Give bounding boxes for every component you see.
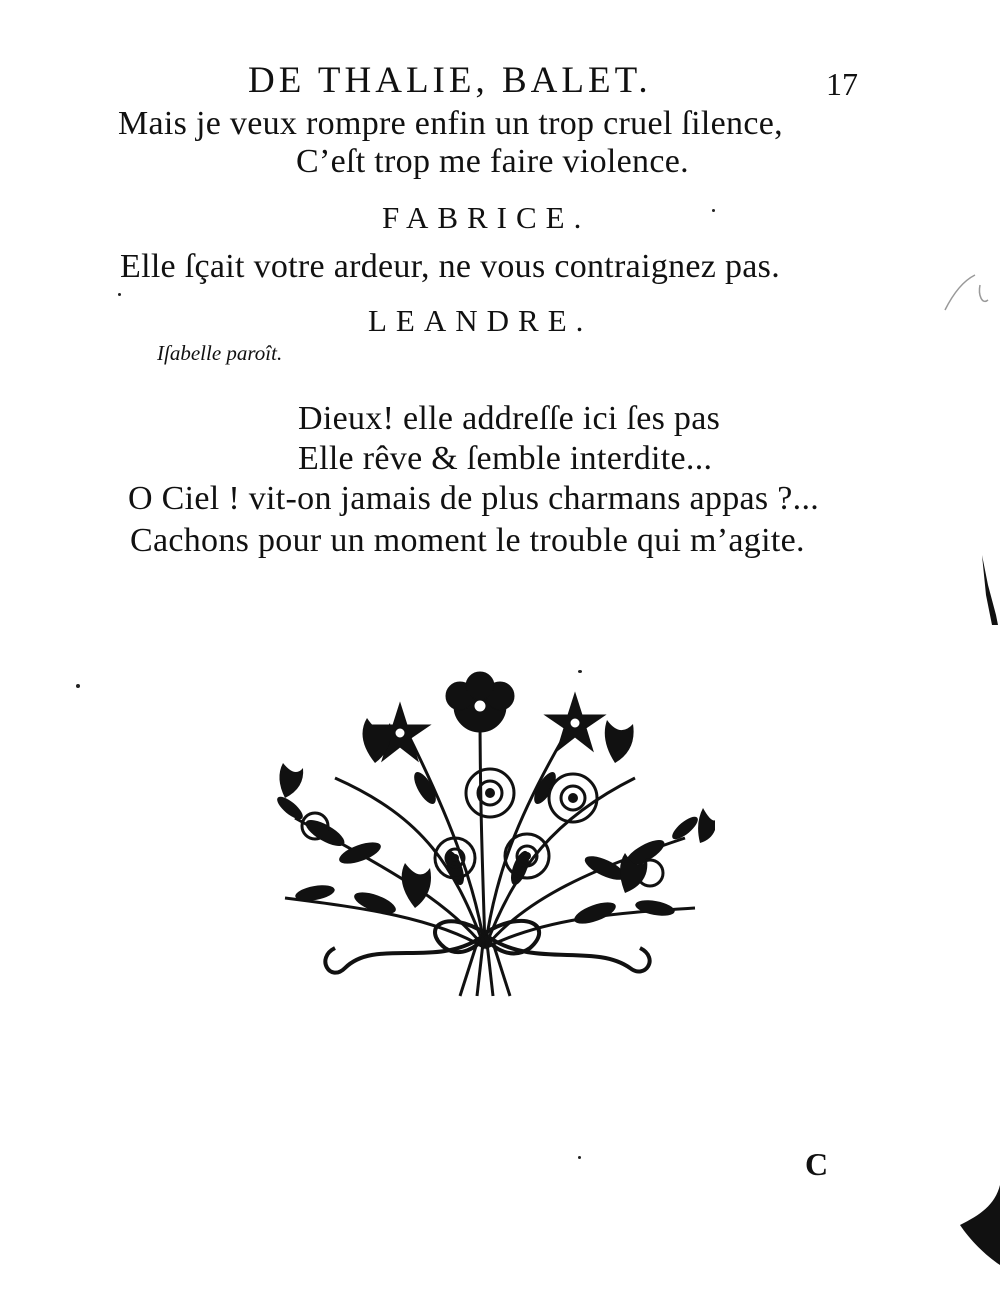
signature-mark: C bbox=[805, 1146, 829, 1182]
verse-line: Mais je veux rompre enfin un trop cruel ſilence, bbox=[118, 105, 783, 142]
verse-line: Elle rêve & ſemble interdite... bbox=[298, 440, 713, 477]
page-number: 17 bbox=[826, 66, 858, 102]
stage-direction: Iſabelle paroît. bbox=[157, 341, 283, 365]
verse-line: O Ciel ! vit-on jamais de plus charmans appas ?... bbox=[128, 480, 820, 517]
ink-speck bbox=[76, 684, 80, 688]
verse-line: Elle ſçait votre ardeur, ne vous contraignez pas. bbox=[120, 248, 781, 285]
ink-speck bbox=[578, 670, 582, 673]
running-head: DE THALIE, BALET. bbox=[248, 60, 652, 101]
bleed-through-mark bbox=[940, 270, 1000, 320]
verse-line: Cachons pour un moment le trouble qui m’agite. bbox=[130, 522, 805, 559]
verse-line: C’eſt trop me faire violence. bbox=[296, 143, 689, 180]
ink-speck bbox=[578, 1156, 581, 1159]
verse-line: Dieux! elle addreſſe ici ſes pas bbox=[298, 400, 721, 437]
speaker-name: LEANDRE. bbox=[368, 303, 593, 338]
ink-speck bbox=[118, 293, 121, 296]
page-edge-shadow bbox=[980, 555, 1000, 625]
floral-bouquet-icon bbox=[255, 668, 715, 998]
ink-speck bbox=[712, 209, 715, 212]
page-edge-shadow bbox=[950, 1185, 1000, 1265]
speaker-name: FABRICE. bbox=[382, 200, 591, 235]
